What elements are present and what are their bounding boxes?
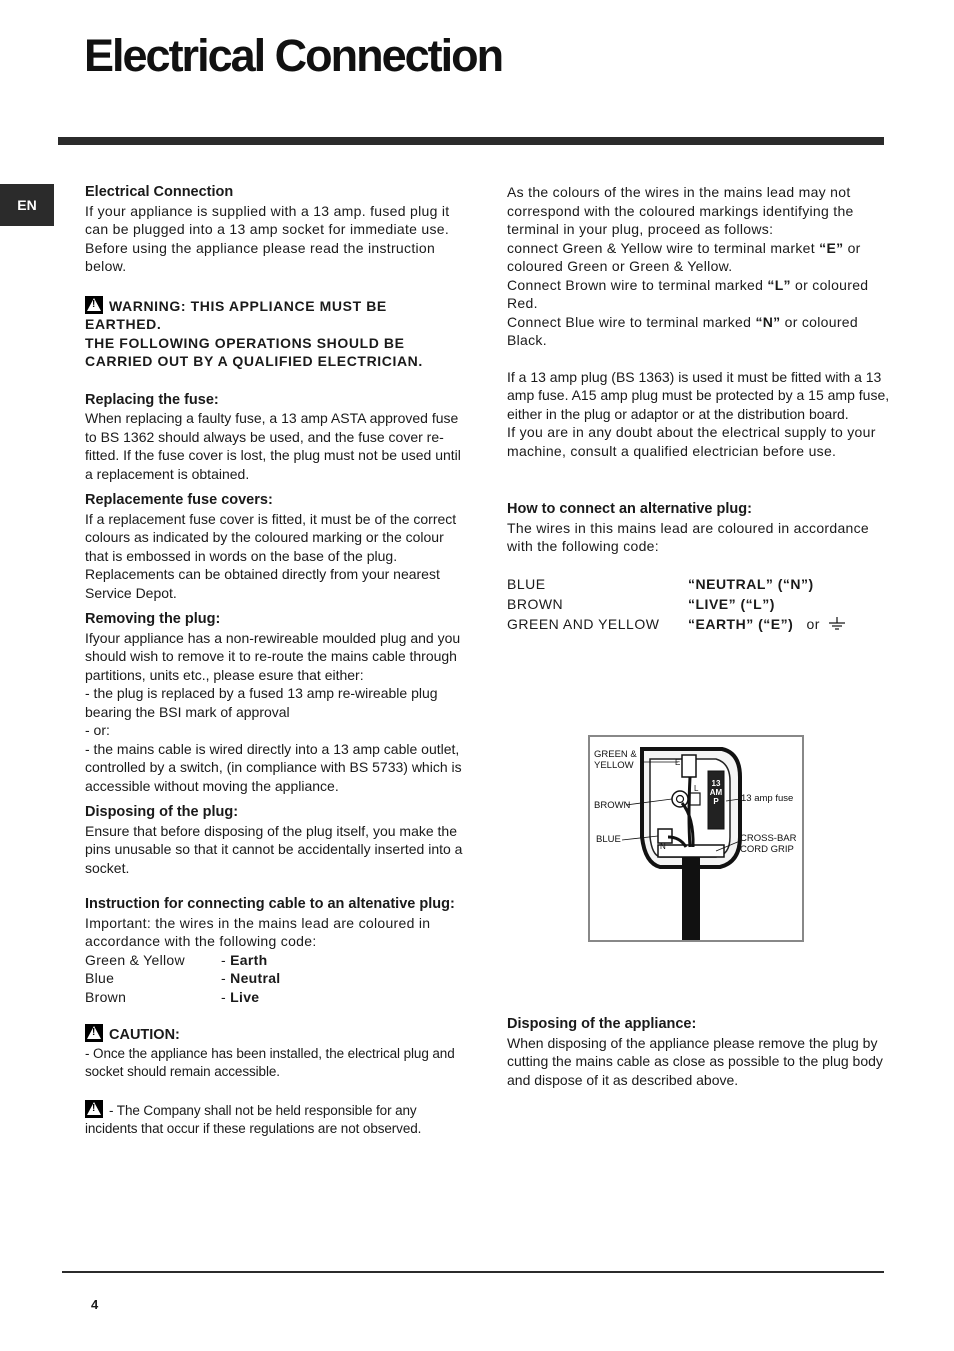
section-body: - the plug is replaced by a fused 13 amp re-wireable plug bearing the BSI mark of approval xyxy=(85,685,438,720)
terminal-e-label: E xyxy=(675,758,681,767)
section-body: If a replacement fuse cover is fitted, it must be of the correct colours as indicated by the coloured marking or the colour that is embossed in words on the base of the plug. Replacements can be obtained directly from your nearest Service Depot. xyxy=(85,510,457,601)
wire-terminal: “EARTH” (“E”) xyxy=(688,615,794,632)
section-body: The wires in this mains lead are coloured in accordance with the following code: xyxy=(507,519,870,554)
caution-label: CAUTION: xyxy=(109,1027,180,1043)
section-heading: How to connect an alternative plug: xyxy=(507,501,752,517)
language-tab: EN xyxy=(0,184,54,226)
section-heading: Disposing of the appliance: xyxy=(507,1016,697,1032)
section-heading: Disposing of the plug: xyxy=(85,804,239,820)
section-body: If your appliance is supplied with a 13 amp. fused plug it can be plugged into a 13 amp socket for immediate use. Before using the appliance please read the instruction below. xyxy=(85,202,450,274)
separator: - xyxy=(221,970,231,986)
label-fuse: 13 amp fuse xyxy=(741,793,794,804)
terminal-mark: “E” xyxy=(819,239,844,256)
wire-color: BROWN xyxy=(507,595,564,612)
section-heading: Instruction for connecting cable to an altenative plug: xyxy=(85,896,455,912)
section-body: Ensure that before disposing of the plug itself, you make the pins unusable so that it cannot be accidentally inserted into a socket. xyxy=(85,822,463,876)
wire-terminal: “NEUTRAL” (“N”) xyxy=(688,575,814,592)
earth-symbol-icon xyxy=(828,617,846,631)
wire-terminal: Live xyxy=(230,988,260,1005)
section-body: When disposing of the appliance please remove the plug by cutting the mains cable as close as possible to the plug body and dispose of it as described above. xyxy=(507,1034,883,1088)
top-divider xyxy=(58,137,884,145)
wire-color: Brown xyxy=(85,988,127,1005)
section-body: Important: the wires in the mains lead are coloured in accordance with the following code: xyxy=(85,914,431,949)
or-text: or xyxy=(806,615,820,632)
separator: - xyxy=(221,988,231,1005)
wire-color: Blue xyxy=(85,970,115,986)
text-run: Connect Blue wire to terminal marked xyxy=(507,313,756,330)
wire-color: GREEN AND YELLOW xyxy=(507,615,660,632)
section-body: When replacing a faulty fuse, a 13 amp ASTA approved fuse to BS 1362 should always be used, and the fuse cover re-fitted. If the fuse cover is lost, the plug must not be used until a replacement is obtained. xyxy=(85,410,461,482)
page-number: 4 xyxy=(91,1297,99,1312)
warning-icon xyxy=(85,296,103,314)
fuse-marking: 13 AMP xyxy=(709,779,723,806)
text-run: connect Green & Yellow wire to terminal market xyxy=(507,239,820,256)
bottom-divider xyxy=(62,1271,884,1273)
terminal-mark: “N” xyxy=(755,313,781,330)
section-body: - the mains cable is wired directly into a 13 amp cable outlet, controlled by a switch, (in compliance with BS 5733) which is accessible without moving the appliance. xyxy=(85,740,462,794)
terminal-mark: “L” xyxy=(767,276,791,293)
warning-icon xyxy=(85,1100,103,1118)
label-brown: BROWN xyxy=(594,800,631,811)
text-run: or coloured Red. xyxy=(507,276,869,311)
section-heading: Replacing the fuse: xyxy=(85,391,219,408)
label-cord-grip: CROSS-BAR CORD GRIP xyxy=(740,833,797,855)
section-heading: Removing the plug: xyxy=(85,611,221,627)
left-column xyxy=(85,183,463,1139)
caution-body: - Once the appliance has been installed, the electrical plug and socket should remain accessible. xyxy=(85,1045,455,1079)
section-body: - or: xyxy=(85,722,110,738)
fuse-text: If a 13 amp plug (BS 1363) is used it must be fitted with a 13 amp fuse. A15 amp plug must be protected by a 15 amp fuse, either in the plug or adaptor or at the distribution board. xyxy=(507,368,890,422)
page-title: Electrical Connection xyxy=(84,30,503,81)
text-run: or coloured Green or Green & Yellow. xyxy=(507,239,861,274)
caution-note xyxy=(85,1100,463,1139)
section-heading: Replacemente fuse covers: xyxy=(85,492,273,508)
intro-text xyxy=(507,239,895,276)
warning-line-1: WARNING: THIS APPLIANCE MUST BE EARTHED. xyxy=(85,297,387,332)
label-blue: BLUE xyxy=(596,834,621,845)
disposal-section xyxy=(507,1015,895,1089)
intro-text xyxy=(507,276,895,313)
label-green-yellow: GREEN & YELLOW xyxy=(594,749,637,771)
terminal-l-label: L xyxy=(694,784,699,793)
wire-terminal: Earth xyxy=(230,951,268,968)
section-heading: Electrical Connection xyxy=(85,184,234,200)
intro-text: As the colours of the wires in the mains lead may not correspond with the coloured markings identifying the terminal in your plug, proceed as follows: xyxy=(507,184,854,237)
terminal-n-label: N xyxy=(660,842,666,851)
wire-terminal: “LIVE” (“L”) xyxy=(688,595,775,612)
wire-terminal: Neutral xyxy=(230,970,281,986)
wire-code-table xyxy=(85,951,463,1007)
plug-wiring-diagram xyxy=(588,735,804,942)
separator: - xyxy=(221,951,231,968)
wire-color: BLUE xyxy=(507,575,546,592)
section-body: Ifyour appliance has a non-rewireable moulded plug and you should wish to remove it to re-route the mains cable through partitions, units etc., please esure that either: xyxy=(85,629,461,683)
fuse-text: If you are in any doubt about the electrical supply to your machine, consult a qualified electrician before use. xyxy=(507,424,876,459)
intro-text xyxy=(507,313,895,350)
warning-line-2: THE FOLLOWING OPERATIONS SHOULD BE CARRIED OUT BY A QUALIFIED ELECTRICIAN. xyxy=(85,334,423,369)
text-run: or coloured Black. xyxy=(507,313,858,348)
warning-block xyxy=(85,296,463,371)
right-column xyxy=(507,183,895,634)
warning-icon xyxy=(85,1024,103,1042)
wire-code-table xyxy=(507,574,895,634)
caution-note-text: - The Company shall not be held responsible for any incidents that occur if these regulations are not observed. xyxy=(85,1102,422,1136)
text-run: Connect Brown wire to terminal marked xyxy=(507,276,768,293)
caution-heading xyxy=(85,1024,463,1045)
wire-color: Green & Yellow xyxy=(85,951,185,968)
